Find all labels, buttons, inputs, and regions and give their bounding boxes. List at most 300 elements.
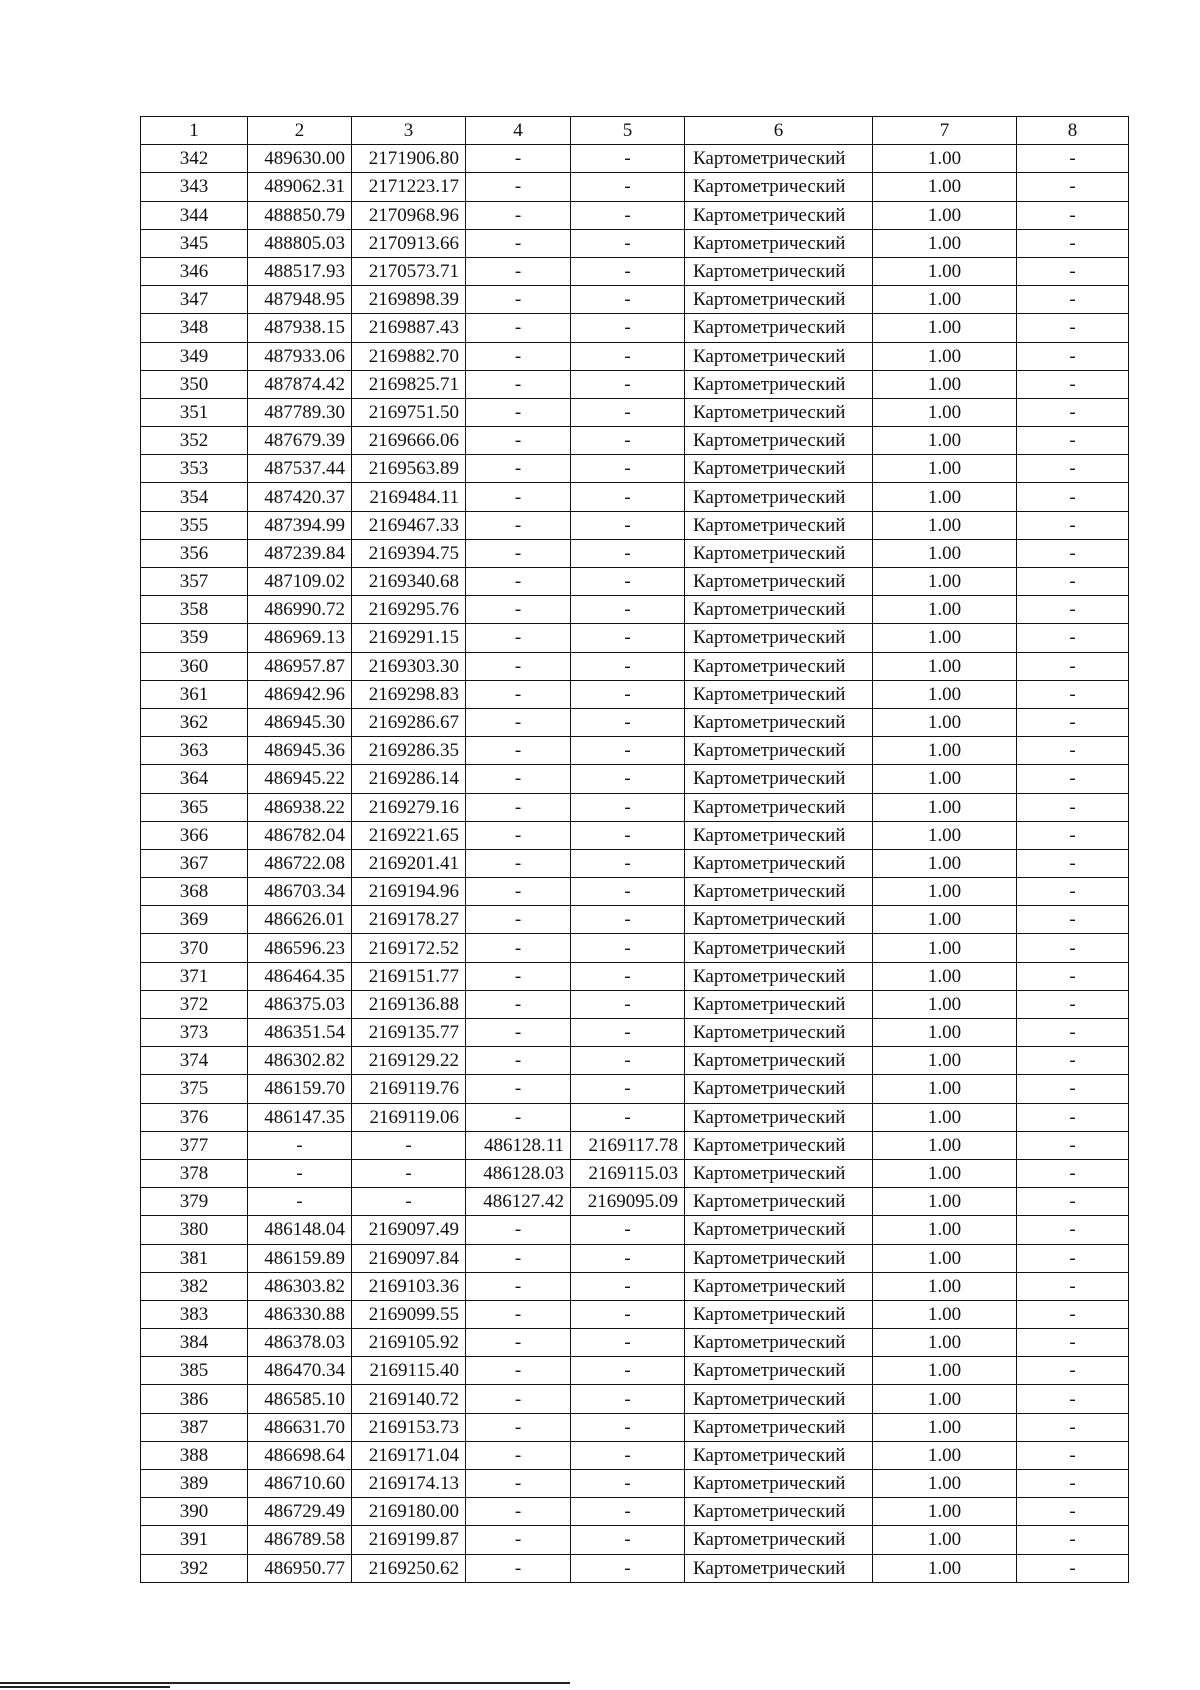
method-cell: Картометрический bbox=[685, 652, 873, 680]
method-cell: Картометрический bbox=[685, 145, 873, 173]
column-header: 2 bbox=[248, 117, 352, 145]
accuracy-cell: 1.00 bbox=[873, 1019, 1017, 1047]
x-coordinate-cell: 487420.37 bbox=[248, 483, 352, 511]
y-coordinate-alt-cell: - bbox=[571, 708, 685, 736]
note-cell: - bbox=[1017, 1385, 1129, 1413]
x-coordinate-cell: 486722.08 bbox=[248, 849, 352, 877]
accuracy-cell: 1.00 bbox=[873, 990, 1017, 1018]
y-coordinate-cell: 2169298.83 bbox=[352, 680, 466, 708]
table-row bbox=[141, 229, 1129, 257]
y-coordinate-alt-cell: - bbox=[571, 370, 685, 398]
accuracy-cell: 1.00 bbox=[873, 596, 1017, 624]
accuracy-cell: 1.00 bbox=[873, 934, 1017, 962]
y-coordinate-alt-cell: - bbox=[571, 1300, 685, 1328]
note-cell: - bbox=[1017, 286, 1129, 314]
column-header: 1 bbox=[141, 117, 248, 145]
table-row bbox=[141, 173, 1129, 201]
table-row bbox=[141, 1075, 1129, 1103]
method-cell: Картометрический bbox=[685, 1019, 873, 1047]
x-coordinate-alt-cell: - bbox=[466, 849, 571, 877]
y-coordinate-cell: 2170913.66 bbox=[352, 229, 466, 257]
y-coordinate-cell: 2171906.80 bbox=[352, 145, 466, 173]
note-cell: - bbox=[1017, 1103, 1129, 1131]
y-coordinate-cell: 2169250.62 bbox=[352, 1554, 466, 1582]
table-row bbox=[141, 1272, 1129, 1300]
note-cell: - bbox=[1017, 511, 1129, 539]
method-cell: Картометрический bbox=[685, 1441, 873, 1469]
y-coordinate-cell: 2169221.65 bbox=[352, 821, 466, 849]
accuracy-cell: 1.00 bbox=[873, 652, 1017, 680]
x-coordinate-alt-cell: - bbox=[466, 145, 571, 173]
x-coordinate-cell: 486631.70 bbox=[248, 1413, 352, 1441]
note-cell: - bbox=[1017, 257, 1129, 285]
point-number-cell: 386 bbox=[141, 1385, 248, 1413]
point-number-cell: 364 bbox=[141, 765, 248, 793]
y-coordinate-alt-cell: - bbox=[571, 286, 685, 314]
y-coordinate-alt-cell: - bbox=[571, 906, 685, 934]
x-coordinate-alt-cell: - bbox=[466, 229, 571, 257]
point-number-cell: 356 bbox=[141, 539, 248, 567]
x-coordinate-alt-cell: - bbox=[466, 1075, 571, 1103]
y-coordinate-alt-cell: 2169095.09 bbox=[571, 1188, 685, 1216]
y-coordinate-alt-cell: - bbox=[571, 1413, 685, 1441]
point-number-cell: 349 bbox=[141, 342, 248, 370]
accuracy-cell: 1.00 bbox=[873, 1441, 1017, 1469]
x-coordinate-cell: 487679.39 bbox=[248, 427, 352, 455]
y-coordinate-alt-cell: - bbox=[571, 624, 685, 652]
y-coordinate-alt-cell: - bbox=[571, 1554, 685, 1582]
accuracy-cell: 1.00 bbox=[873, 427, 1017, 455]
accuracy-cell: 1.00 bbox=[873, 511, 1017, 539]
note-cell: - bbox=[1017, 1019, 1129, 1047]
method-cell: Картометрический bbox=[685, 1103, 873, 1131]
table-row bbox=[141, 821, 1129, 849]
point-number-cell: 352 bbox=[141, 427, 248, 455]
accuracy-cell: 1.00 bbox=[873, 1470, 1017, 1498]
point-number-cell: 377 bbox=[141, 1131, 248, 1159]
y-coordinate-cell: 2169129.22 bbox=[352, 1047, 466, 1075]
accuracy-cell: 1.00 bbox=[873, 201, 1017, 229]
table-row bbox=[141, 1329, 1129, 1357]
point-number-cell: 354 bbox=[141, 483, 248, 511]
point-number-cell: 384 bbox=[141, 1329, 248, 1357]
note-cell: - bbox=[1017, 934, 1129, 962]
note-cell: - bbox=[1017, 596, 1129, 624]
accuracy-cell: 1.00 bbox=[873, 1188, 1017, 1216]
y-coordinate-alt-cell: - bbox=[571, 1047, 685, 1075]
accuracy-cell: 1.00 bbox=[873, 1498, 1017, 1526]
method-cell: Картометрический bbox=[685, 737, 873, 765]
point-number-cell: 383 bbox=[141, 1300, 248, 1328]
y-coordinate-cell: 2169286.14 bbox=[352, 765, 466, 793]
accuracy-cell: 1.00 bbox=[873, 1131, 1017, 1159]
table-row bbox=[141, 624, 1129, 652]
accuracy-cell: 1.00 bbox=[873, 455, 1017, 483]
x-coordinate-cell: 487874.42 bbox=[248, 370, 352, 398]
method-cell: Картометрический bbox=[685, 1131, 873, 1159]
accuracy-cell: 1.00 bbox=[873, 765, 1017, 793]
x-coordinate-cell: 489630.00 bbox=[248, 145, 352, 173]
table-row bbox=[141, 398, 1129, 426]
note-cell: - bbox=[1017, 962, 1129, 990]
x-coordinate-alt-cell: - bbox=[466, 286, 571, 314]
y-coordinate-alt-cell: - bbox=[571, 455, 685, 483]
y-coordinate-alt-cell: - bbox=[571, 342, 685, 370]
x-coordinate-alt-cell: - bbox=[466, 483, 571, 511]
y-coordinate-cell: 2169153.73 bbox=[352, 1413, 466, 1441]
method-cell: Картометрический bbox=[685, 1329, 873, 1357]
y-coordinate-alt-cell: - bbox=[571, 511, 685, 539]
note-cell: - bbox=[1017, 145, 1129, 173]
table-row bbox=[141, 1216, 1129, 1244]
x-coordinate-cell: 487938.15 bbox=[248, 314, 352, 342]
table-row bbox=[141, 1357, 1129, 1385]
accuracy-cell: 1.00 bbox=[873, 793, 1017, 821]
method-cell: Картометрический bbox=[685, 878, 873, 906]
x-coordinate-cell: 486938.22 bbox=[248, 793, 352, 821]
x-coordinate-cell: 486159.70 bbox=[248, 1075, 352, 1103]
accuracy-cell: 1.00 bbox=[873, 286, 1017, 314]
note-cell: - bbox=[1017, 229, 1129, 257]
x-coordinate-alt-cell: - bbox=[466, 1103, 571, 1131]
point-number-cell: 368 bbox=[141, 878, 248, 906]
table-row bbox=[141, 257, 1129, 285]
method-cell: Картометрический bbox=[685, 962, 873, 990]
y-coordinate-cell: 2170573.71 bbox=[352, 257, 466, 285]
y-coordinate-alt-cell: - bbox=[571, 427, 685, 455]
y-coordinate-cell: - bbox=[352, 1131, 466, 1159]
method-cell: Картометрический bbox=[685, 342, 873, 370]
table-row bbox=[141, 483, 1129, 511]
accuracy-cell: 1.00 bbox=[873, 1554, 1017, 1582]
point-number-cell: 347 bbox=[141, 286, 248, 314]
y-coordinate-cell: 2169180.00 bbox=[352, 1498, 466, 1526]
x-coordinate-alt-cell: - bbox=[466, 737, 571, 765]
accuracy-cell: 1.00 bbox=[873, 1385, 1017, 1413]
table-row bbox=[141, 1413, 1129, 1441]
method-cell: Картометрический bbox=[685, 173, 873, 201]
x-coordinate-cell: 486945.30 bbox=[248, 708, 352, 736]
x-coordinate-alt-cell: - bbox=[466, 398, 571, 426]
table-row bbox=[141, 314, 1129, 342]
accuracy-cell: 1.00 bbox=[873, 483, 1017, 511]
y-coordinate-cell: - bbox=[352, 1188, 466, 1216]
y-coordinate-cell: 2169097.84 bbox=[352, 1244, 466, 1272]
table-row bbox=[141, 596, 1129, 624]
note-cell: - bbox=[1017, 1216, 1129, 1244]
point-number-cell: 359 bbox=[141, 624, 248, 652]
table-row bbox=[141, 1103, 1129, 1131]
accuracy-cell: 1.00 bbox=[873, 398, 1017, 426]
accuracy-cell: 1.00 bbox=[873, 1357, 1017, 1385]
table-row bbox=[141, 1526, 1129, 1554]
method-cell: Картометрический bbox=[685, 624, 873, 652]
x-coordinate-cell: 487933.06 bbox=[248, 342, 352, 370]
note-cell: - bbox=[1017, 878, 1129, 906]
accuracy-cell: 1.00 bbox=[873, 1300, 1017, 1328]
point-number-cell: 370 bbox=[141, 934, 248, 962]
table-row bbox=[141, 539, 1129, 567]
note-cell: - bbox=[1017, 1272, 1129, 1300]
table-row bbox=[141, 511, 1129, 539]
y-coordinate-alt-cell: - bbox=[571, 962, 685, 990]
y-coordinate-cell: 2169467.33 bbox=[352, 511, 466, 539]
x-coordinate-cell: 488517.93 bbox=[248, 257, 352, 285]
y-coordinate-alt-cell: - bbox=[571, 990, 685, 1018]
note-cell: - bbox=[1017, 1329, 1129, 1357]
method-cell: Картометрический bbox=[685, 765, 873, 793]
y-coordinate-cell: 2169286.67 bbox=[352, 708, 466, 736]
note-cell: - bbox=[1017, 1526, 1129, 1554]
y-coordinate-alt-cell: - bbox=[571, 201, 685, 229]
coordinates-table bbox=[140, 116, 1129, 1583]
x-coordinate-cell: 486351.54 bbox=[248, 1019, 352, 1047]
table-row bbox=[141, 1188, 1129, 1216]
method-cell: Картометрический bbox=[685, 455, 873, 483]
x-coordinate-alt-cell: - bbox=[466, 539, 571, 567]
point-number-cell: 387 bbox=[141, 1413, 248, 1441]
column-header: 8 bbox=[1017, 117, 1129, 145]
x-coordinate-cell: - bbox=[248, 1131, 352, 1159]
point-number-cell: 371 bbox=[141, 962, 248, 990]
method-cell: Картометрический bbox=[685, 483, 873, 511]
y-coordinate-cell: 2169119.06 bbox=[352, 1103, 466, 1131]
y-coordinate-alt-cell: - bbox=[571, 1357, 685, 1385]
footer-rule-short bbox=[0, 1686, 170, 1688]
note-cell: - bbox=[1017, 708, 1129, 736]
x-coordinate-cell: 486698.64 bbox=[248, 1441, 352, 1469]
accuracy-cell: 1.00 bbox=[873, 145, 1017, 173]
y-coordinate-cell: 2169105.92 bbox=[352, 1329, 466, 1357]
point-number-cell: 385 bbox=[141, 1357, 248, 1385]
accuracy-cell: 1.00 bbox=[873, 568, 1017, 596]
point-number-cell: 374 bbox=[141, 1047, 248, 1075]
column-header: 6 bbox=[685, 117, 873, 145]
point-number-cell: 343 bbox=[141, 173, 248, 201]
column-header: 3 bbox=[352, 117, 466, 145]
x-coordinate-alt-cell: 486127.42 bbox=[466, 1188, 571, 1216]
x-coordinate-alt-cell: - bbox=[466, 878, 571, 906]
x-coordinate-alt-cell: - bbox=[466, 821, 571, 849]
y-coordinate-alt-cell: - bbox=[571, 539, 685, 567]
x-coordinate-cell: 486969.13 bbox=[248, 624, 352, 652]
x-coordinate-cell: 486330.88 bbox=[248, 1300, 352, 1328]
accuracy-cell: 1.00 bbox=[873, 737, 1017, 765]
method-cell: Картометрический bbox=[685, 596, 873, 624]
method-cell: Картометрический bbox=[685, 511, 873, 539]
x-coordinate-cell: 488850.79 bbox=[248, 201, 352, 229]
point-number-cell: 391 bbox=[141, 1526, 248, 1554]
table-row bbox=[141, 793, 1129, 821]
y-coordinate-cell: 2169099.55 bbox=[352, 1300, 466, 1328]
method-cell: Картометрический bbox=[685, 257, 873, 285]
table-row bbox=[141, 849, 1129, 877]
y-coordinate-alt-cell: - bbox=[571, 934, 685, 962]
y-coordinate-alt-cell: 2169115.03 bbox=[571, 1159, 685, 1187]
x-coordinate-alt-cell: 486128.03 bbox=[466, 1159, 571, 1187]
y-coordinate-cell: 2169394.75 bbox=[352, 539, 466, 567]
method-cell: Картометрический bbox=[685, 539, 873, 567]
table-row bbox=[141, 370, 1129, 398]
x-coordinate-cell: 486464.35 bbox=[248, 962, 352, 990]
y-coordinate-cell: 2169140.72 bbox=[352, 1385, 466, 1413]
table-body bbox=[141, 117, 1129, 1583]
x-coordinate-alt-cell: - bbox=[466, 1272, 571, 1300]
point-number-cell: 342 bbox=[141, 145, 248, 173]
note-cell: - bbox=[1017, 1075, 1129, 1103]
y-coordinate-cell: 2169295.76 bbox=[352, 596, 466, 624]
x-coordinate-alt-cell: - bbox=[466, 765, 571, 793]
y-coordinate-cell: 2169666.06 bbox=[352, 427, 466, 455]
y-coordinate-alt-cell: - bbox=[571, 849, 685, 877]
table-row bbox=[141, 680, 1129, 708]
x-coordinate-cell: 486303.82 bbox=[248, 1272, 352, 1300]
y-coordinate-cell: 2169484.11 bbox=[352, 483, 466, 511]
table-row bbox=[141, 1498, 1129, 1526]
note-cell: - bbox=[1017, 427, 1129, 455]
table-row bbox=[141, 990, 1129, 1018]
x-coordinate-alt-cell: - bbox=[466, 906, 571, 934]
accuracy-cell: 1.00 bbox=[873, 1103, 1017, 1131]
x-coordinate-cell: 486596.23 bbox=[248, 934, 352, 962]
method-cell: Картометрический bbox=[685, 793, 873, 821]
y-coordinate-alt-cell: - bbox=[571, 596, 685, 624]
table-row bbox=[141, 145, 1129, 173]
method-cell: Картометрический bbox=[685, 427, 873, 455]
y-coordinate-cell: 2169291.15 bbox=[352, 624, 466, 652]
method-cell: Картометрический bbox=[685, 398, 873, 426]
x-coordinate-alt-cell: 486128.11 bbox=[466, 1131, 571, 1159]
y-coordinate-alt-cell: - bbox=[571, 1075, 685, 1103]
method-cell: Картометрический bbox=[685, 1272, 873, 1300]
y-coordinate-cell: 2169751.50 bbox=[352, 398, 466, 426]
note-cell: - bbox=[1017, 1554, 1129, 1582]
y-coordinate-alt-cell: - bbox=[571, 765, 685, 793]
x-coordinate-alt-cell: - bbox=[466, 1441, 571, 1469]
table-row bbox=[141, 1300, 1129, 1328]
x-coordinate-alt-cell: - bbox=[466, 596, 571, 624]
y-coordinate-alt-cell: - bbox=[571, 1526, 685, 1554]
y-coordinate-cell: 2169194.96 bbox=[352, 878, 466, 906]
y-coordinate-cell: 2169136.88 bbox=[352, 990, 466, 1018]
column-header: 7 bbox=[873, 117, 1017, 145]
method-cell: Картометрический bbox=[685, 1244, 873, 1272]
method-cell: Картометрический bbox=[685, 708, 873, 736]
note-cell: - bbox=[1017, 1357, 1129, 1385]
x-coordinate-cell: 486159.89 bbox=[248, 1244, 352, 1272]
note-cell: - bbox=[1017, 849, 1129, 877]
x-coordinate-alt-cell: - bbox=[466, 1413, 571, 1441]
x-coordinate-cell: 486710.60 bbox=[248, 1470, 352, 1498]
method-cell: Картометрический bbox=[685, 1498, 873, 1526]
point-number-cell: 373 bbox=[141, 1019, 248, 1047]
x-coordinate-alt-cell: - bbox=[466, 1526, 571, 1554]
x-coordinate-cell: 486789.58 bbox=[248, 1526, 352, 1554]
y-coordinate-cell: 2169103.36 bbox=[352, 1272, 466, 1300]
accuracy-cell: 1.00 bbox=[873, 1216, 1017, 1244]
point-number-cell: 361 bbox=[141, 680, 248, 708]
table-row bbox=[141, 1470, 1129, 1498]
footer-rule bbox=[0, 1682, 570, 1684]
y-coordinate-alt-cell: 2169117.78 bbox=[571, 1131, 685, 1159]
x-coordinate-cell: 486147.35 bbox=[248, 1103, 352, 1131]
note-cell: - bbox=[1017, 652, 1129, 680]
x-coordinate-cell: 486729.49 bbox=[248, 1498, 352, 1526]
note-cell: - bbox=[1017, 483, 1129, 511]
table-row bbox=[141, 286, 1129, 314]
table-row bbox=[141, 962, 1129, 990]
table-row bbox=[141, 1554, 1129, 1582]
y-coordinate-alt-cell: - bbox=[571, 652, 685, 680]
point-number-cell: 360 bbox=[141, 652, 248, 680]
note-cell: - bbox=[1017, 1441, 1129, 1469]
method-cell: Картометрический bbox=[685, 680, 873, 708]
point-number-cell: 351 bbox=[141, 398, 248, 426]
accuracy-cell: 1.00 bbox=[873, 680, 1017, 708]
point-number-cell: 369 bbox=[141, 906, 248, 934]
method-cell: Картометрический bbox=[685, 1216, 873, 1244]
y-coordinate-cell: 2169201.41 bbox=[352, 849, 466, 877]
x-coordinate-cell: 486990.72 bbox=[248, 596, 352, 624]
x-coordinate-alt-cell: - bbox=[466, 934, 571, 962]
x-coordinate-cell: - bbox=[248, 1188, 352, 1216]
table-row bbox=[141, 934, 1129, 962]
method-cell: Картометрический bbox=[685, 1554, 873, 1582]
accuracy-cell: 1.00 bbox=[873, 370, 1017, 398]
accuracy-cell: 1.00 bbox=[873, 906, 1017, 934]
y-coordinate-cell: 2169898.39 bbox=[352, 286, 466, 314]
table-row bbox=[141, 1441, 1129, 1469]
x-coordinate-alt-cell: - bbox=[466, 1019, 571, 1047]
table-row bbox=[141, 201, 1129, 229]
y-coordinate-alt-cell: - bbox=[571, 1019, 685, 1047]
y-coordinate-alt-cell: - bbox=[571, 398, 685, 426]
x-coordinate-cell: 487789.30 bbox=[248, 398, 352, 426]
point-number-cell: 390 bbox=[141, 1498, 248, 1526]
x-coordinate-cell: 487239.84 bbox=[248, 539, 352, 567]
y-coordinate-cell: 2169303.30 bbox=[352, 652, 466, 680]
table-row bbox=[141, 708, 1129, 736]
point-number-cell: 355 bbox=[141, 511, 248, 539]
point-number-cell: 372 bbox=[141, 990, 248, 1018]
y-coordinate-alt-cell: - bbox=[571, 737, 685, 765]
method-cell: Картометрический bbox=[685, 1357, 873, 1385]
note-cell: - bbox=[1017, 314, 1129, 342]
table-row bbox=[141, 455, 1129, 483]
note-cell: - bbox=[1017, 821, 1129, 849]
note-cell: - bbox=[1017, 1300, 1129, 1328]
point-number-cell: 366 bbox=[141, 821, 248, 849]
y-coordinate-alt-cell: - bbox=[571, 1329, 685, 1357]
table-row bbox=[141, 1244, 1129, 1272]
x-coordinate-alt-cell: - bbox=[466, 962, 571, 990]
method-cell: Картометрический bbox=[685, 1159, 873, 1187]
table-row bbox=[141, 765, 1129, 793]
accuracy-cell: 1.00 bbox=[873, 539, 1017, 567]
point-number-cell: 344 bbox=[141, 201, 248, 229]
method-cell: Картометрический bbox=[685, 1526, 873, 1554]
method-cell: Картометрический bbox=[685, 1188, 873, 1216]
x-coordinate-alt-cell: - bbox=[466, 1385, 571, 1413]
note-cell: - bbox=[1017, 398, 1129, 426]
point-number-cell: 367 bbox=[141, 849, 248, 877]
y-coordinate-alt-cell: - bbox=[571, 1385, 685, 1413]
x-coordinate-alt-cell: - bbox=[466, 511, 571, 539]
note-cell: - bbox=[1017, 1470, 1129, 1498]
accuracy-cell: 1.00 bbox=[873, 962, 1017, 990]
point-number-cell: 389 bbox=[141, 1470, 248, 1498]
table-row bbox=[141, 427, 1129, 455]
